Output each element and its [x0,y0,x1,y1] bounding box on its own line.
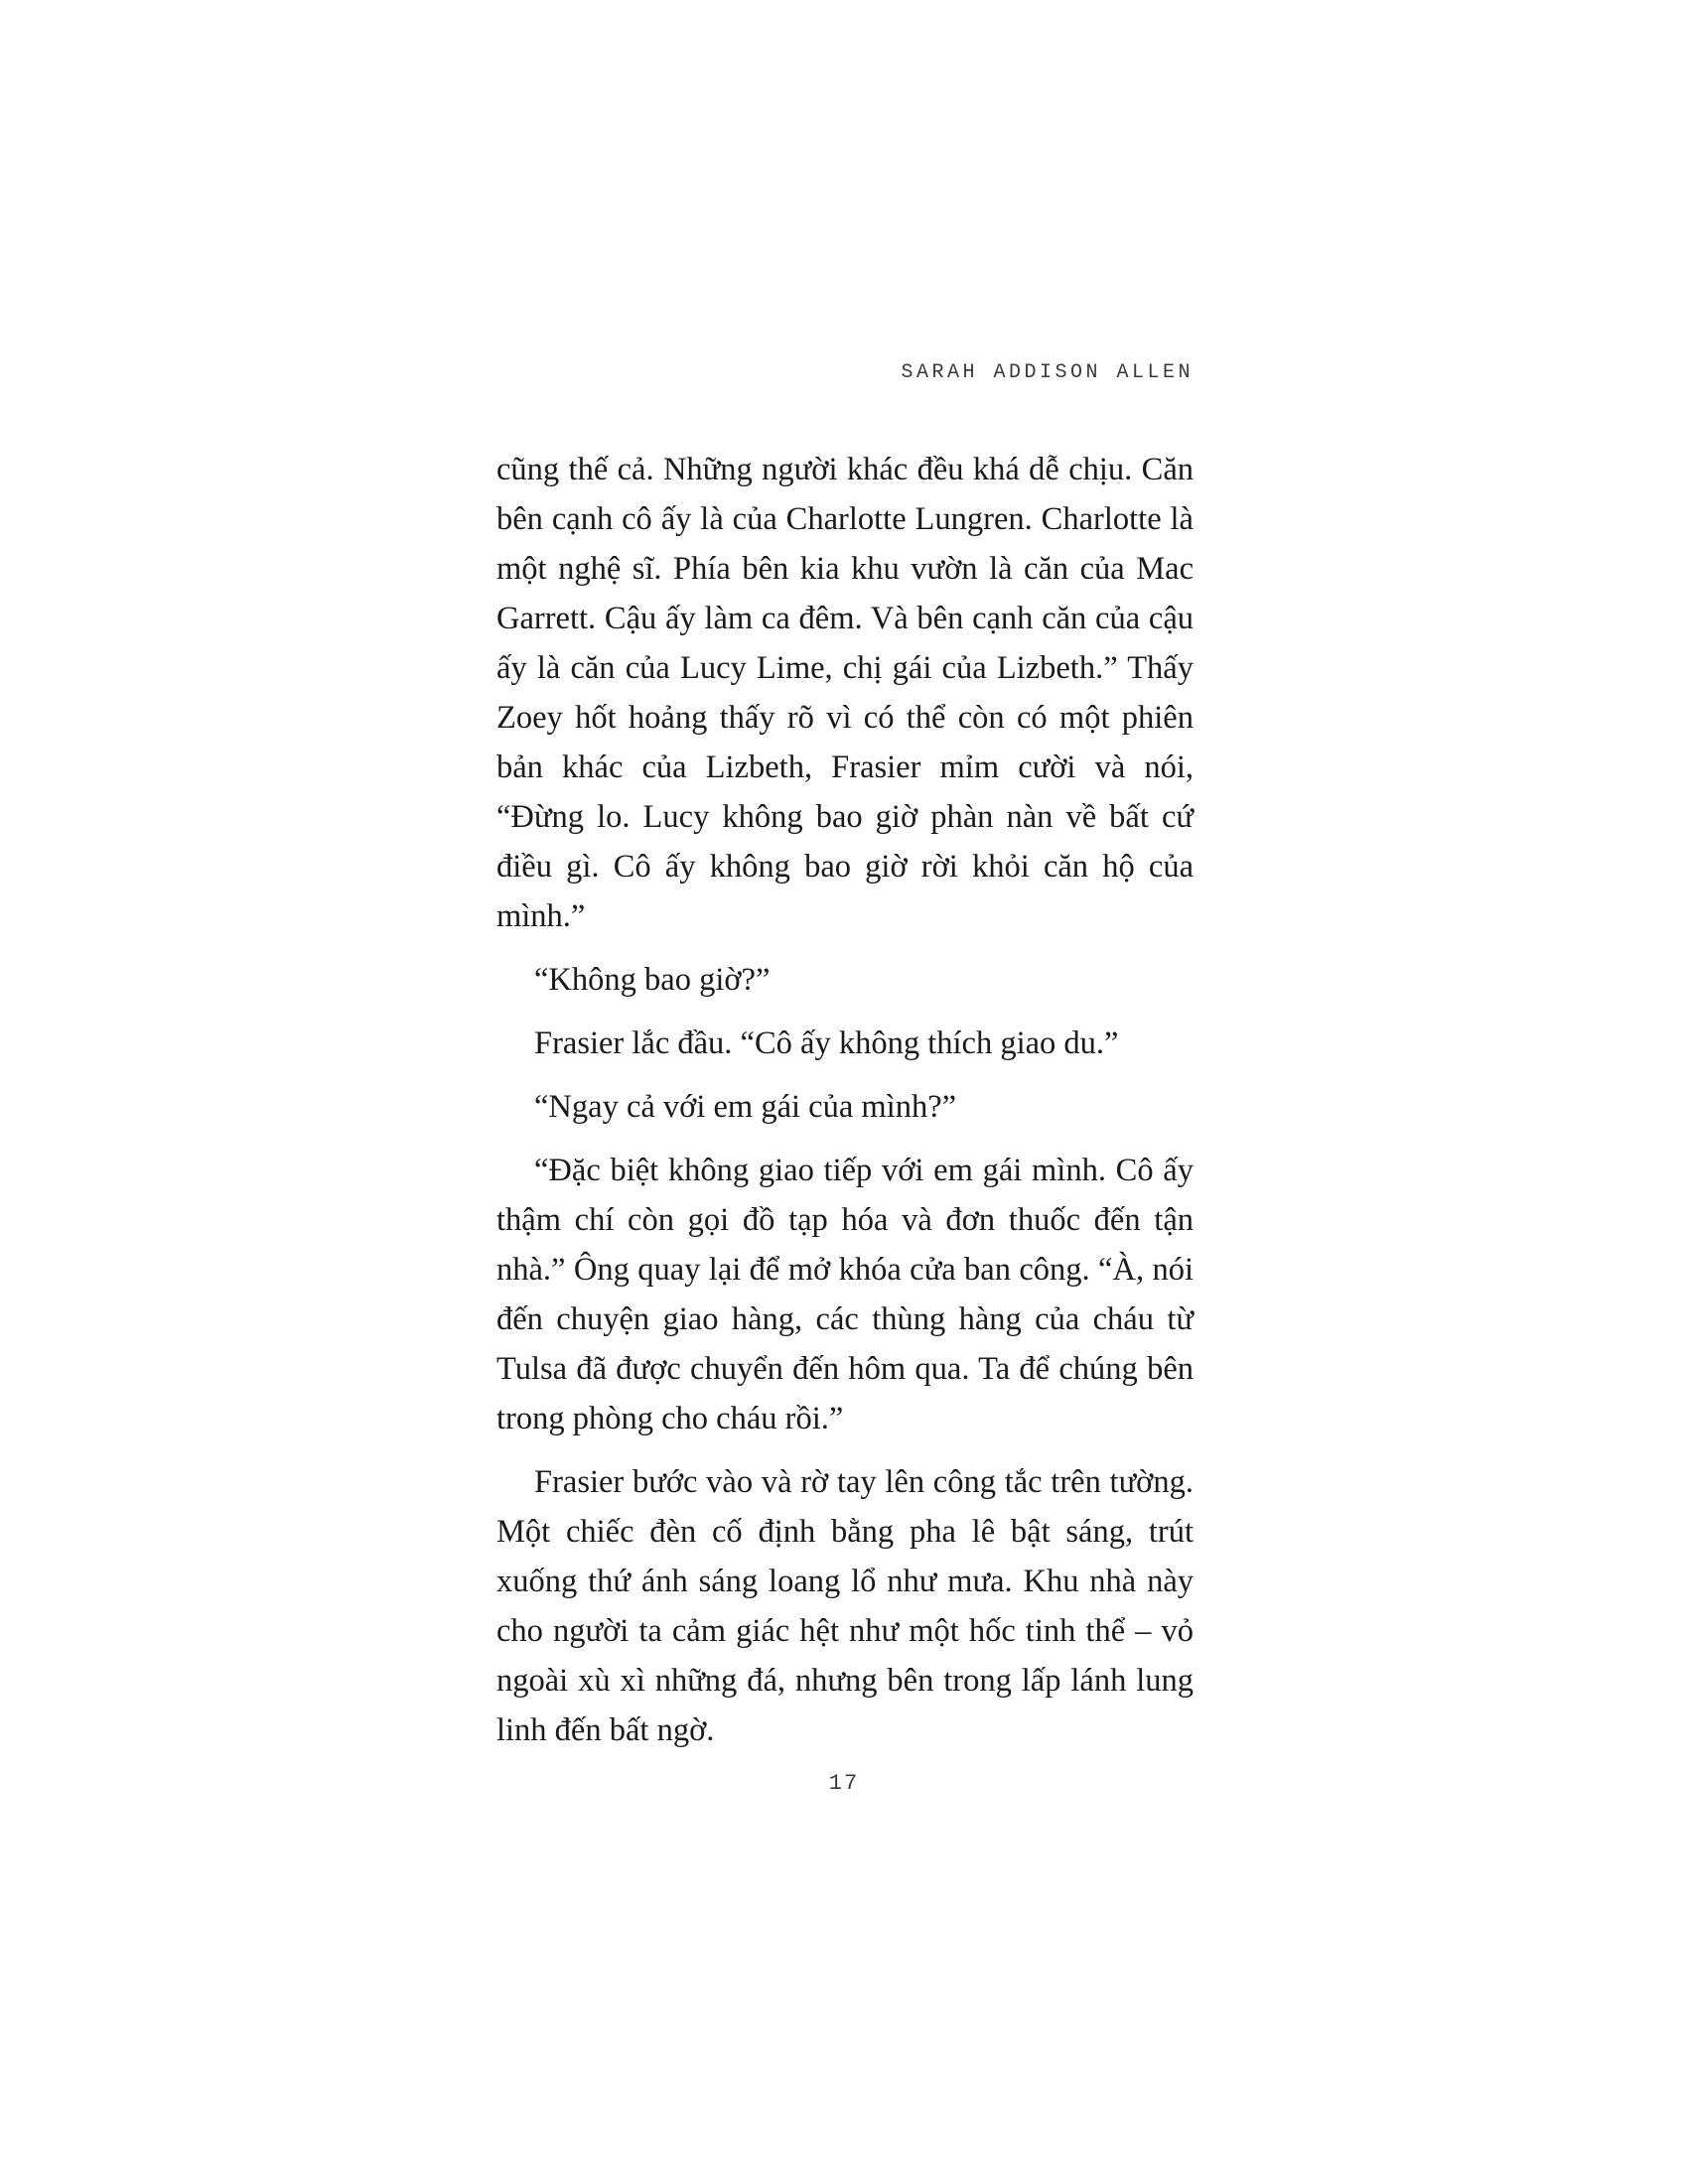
paragraph: “Đặc biệt không giao tiếp với em gái mình. Cô ấy thậm chí còn gọi đồ tạp hóa và đơn thuốc đến tận nhà.” Ông quay lại để mở khóa cửa ban công. “À, nói đến chuyện giao hàng, các thùng hàng của cháu từ Tulsa đã được chuyển đến hôm qua. Ta để chúng bên trong phòng cho cháu rồi.” [496,1153,1194,1436]
paragraph: “Không bao giờ?” [534,962,771,998]
paragraph: cũng thế cả. Những người khác đều khá dễ chịu. Căn bên cạnh cô ấy là của Charlotte Lungren. Charlotte là một nghệ sĩ. Phía bên kia khu vườn là căn của Mac Garrett. Cậu ấy làm ca đêm. Và bên cạnh căn của cậu ấy là căn của Lucy Lime, chị gái của Lizbeth.” Thấy Zoey hốt hoảng thấy rõ vì có thể còn có một phiên bản khác của Lizbeth, Frasier mỉm cười và nói, “Đừng lo. Lucy không bao giờ phàn nàn về bất cứ điều gì. Cô ấy không bao giờ rời khỏi căn hộ của mình.” [496,452,1194,934]
paragraph: Frasier lắc đầu. “Cô ấy không thích giao du.” [534,1025,1119,1061]
running-head: SARAH ADDISON ALLEN [901,361,1194,384]
paragraph: “Ngay cả với em gái của mình?” [534,1089,957,1125]
body-text [496,445,1194,1769]
paragraph: Frasier bước vào và rờ tay lên công tắc trên tường. Một chiếc đèn cố định bằng pha lê bật sáng, trút xuống thứ ánh sáng loang lổ như mưa. Khu nhà này cho người ta cảm giác hệt như một hốc tinh thể – vỏ ngoài xù xì những đá, nhưng bên trong lấp lánh lung linh đến bất ngờ. [496,1464,1194,1748]
page-number: 17 [828,1771,860,1796]
